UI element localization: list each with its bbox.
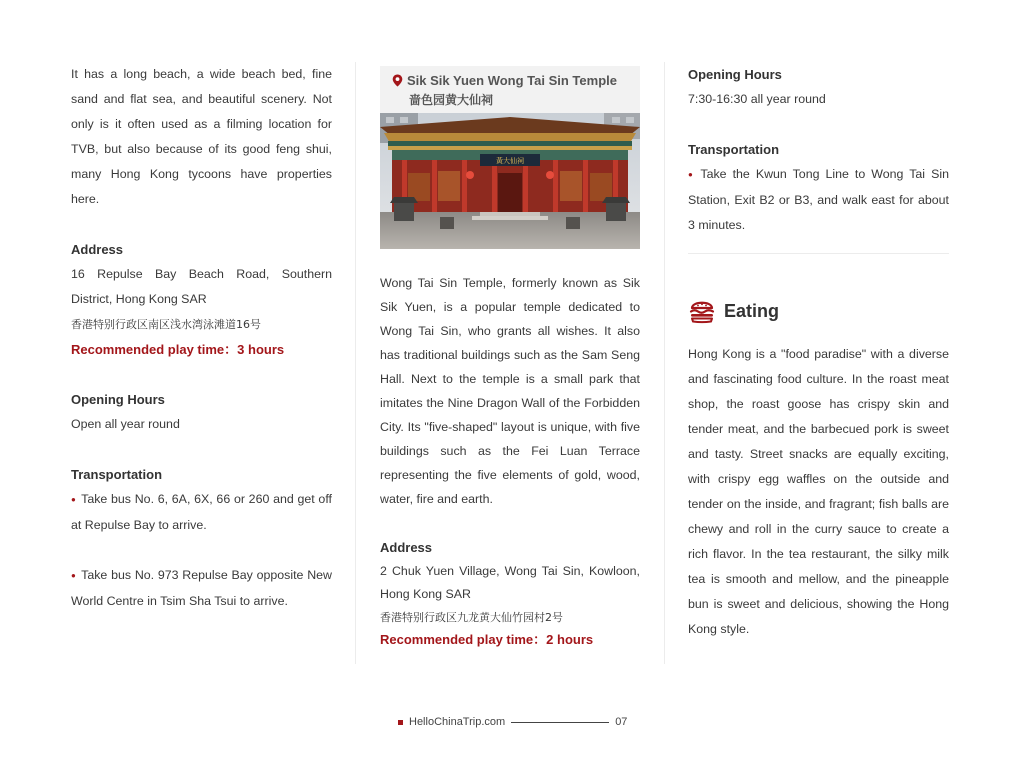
temple-photo xyxy=(380,113,640,249)
transport-item-right: ● Take the Kwun Tong Line to Wong Tai Sin Station, Exit B2 or B3, and walk east for about 3 minutes. xyxy=(688,162,949,238)
opening-hours-heading-right: Opening Hours xyxy=(688,67,782,82)
section-divider xyxy=(688,253,949,254)
opening-hours-heading: Opening Hours xyxy=(71,392,165,407)
repulse-bay-intro: It has a long beach, a wide beach bed, fine sand and flat sea, and beautiful scenery. Not only is it often used as a filming location for TVB, but also because of its good feng shui, many Hong Kong tycoons have properties here. xyxy=(71,67,332,206)
eating-header xyxy=(688,294,949,328)
transportation-heading-right: Transportation xyxy=(688,142,780,157)
column-divider-left xyxy=(355,62,356,664)
transport-item-2: ● Take bus No. 973 Repulse Bay opposite New World Centre in Tsim Sha Tsui to arrive. xyxy=(71,563,332,614)
footer-square-icon xyxy=(398,720,403,725)
address-cn-middle: 香港特别行政区九龙黄大仙竹园村2号 xyxy=(380,611,563,624)
footer-site: HelloChinaTrip.com xyxy=(409,716,506,728)
column-middle xyxy=(380,66,640,651)
eating-heading: Eating xyxy=(724,300,780,321)
transport-item-1: ● Take bus No. 6, 6A, 6X, 66 or 260 and get off at Repulse Bay to arrive. xyxy=(71,487,332,538)
address-en: 16 Repulse Bay Beach Road, Southern District, Hong Kong SAR xyxy=(71,267,332,306)
transportation-heading: Transportation xyxy=(71,467,163,482)
temple-photo-card xyxy=(380,66,640,249)
column-left xyxy=(71,62,332,614)
page-footer xyxy=(398,715,627,729)
opening-hours: Open all year round xyxy=(71,417,180,431)
wong-tai-sin-intro: Wong Tai Sin Temple, formerly known as Sik Sik Yuen, is a popular temple dedicated to Wong Tai Sin, who grants all wishes. It also has traditional buildings such as the Sam Seng Hall. Next to the temple is a small park that imitates the Nine Dragon Wall of the Forbidden City. Its "five-shaped" layout is unique, with five buildings such as the Fei Luan Terrace representing the five elements of gold, wood, water, fire and earth. xyxy=(380,276,640,506)
recommended-play-time: Recommended play time：3 hours xyxy=(71,342,285,357)
recommended-play-time-middle: Recommended play time：2 hours xyxy=(380,632,594,647)
location-pin-icon xyxy=(392,73,403,92)
opening-hours-right: 7:30-16:30 all year round xyxy=(688,92,826,106)
photo-title-cn: 啬色园黄大仙祠 xyxy=(409,93,494,107)
column-divider-right xyxy=(664,62,665,664)
footer-rule xyxy=(511,722,609,723)
column-right xyxy=(688,62,949,642)
address-en-middle: 2 Chuk Yuen Village, Wong Tai Sin, Kowloon, Hong Kong SAR xyxy=(380,564,640,601)
page-number: 07 xyxy=(615,716,628,728)
burger-icon xyxy=(688,296,716,327)
address-heading: Address xyxy=(71,242,124,257)
photo-title: Sik Sik Yuen Wong Tai Sin Temple xyxy=(392,71,617,92)
eating-text: Hong Kong is a "food paradise" with a diverse and fascinating food culture. In the roast meat shop, the roast goose has crispy skin and tender meat, and the barbecued pork is sweet and tasty. Street snacks are equally exciting, with crispy egg waffles on the outside and tender on the inside, and fragrant; fish balls are chewy and roll in the curry sauce to create a rich flavor. In the tea restaurant, the silky milk tea is smooth and mellow, and the pineapple bun is sweet and delicious, showing the Hong Kong style. xyxy=(688,347,949,636)
address-cn: 香港特别行政区南区浅水湾泳滩道16号 xyxy=(71,318,261,331)
temple-sign: 黃大仙祠 xyxy=(496,157,524,165)
address-heading-middle: Address xyxy=(380,540,433,555)
